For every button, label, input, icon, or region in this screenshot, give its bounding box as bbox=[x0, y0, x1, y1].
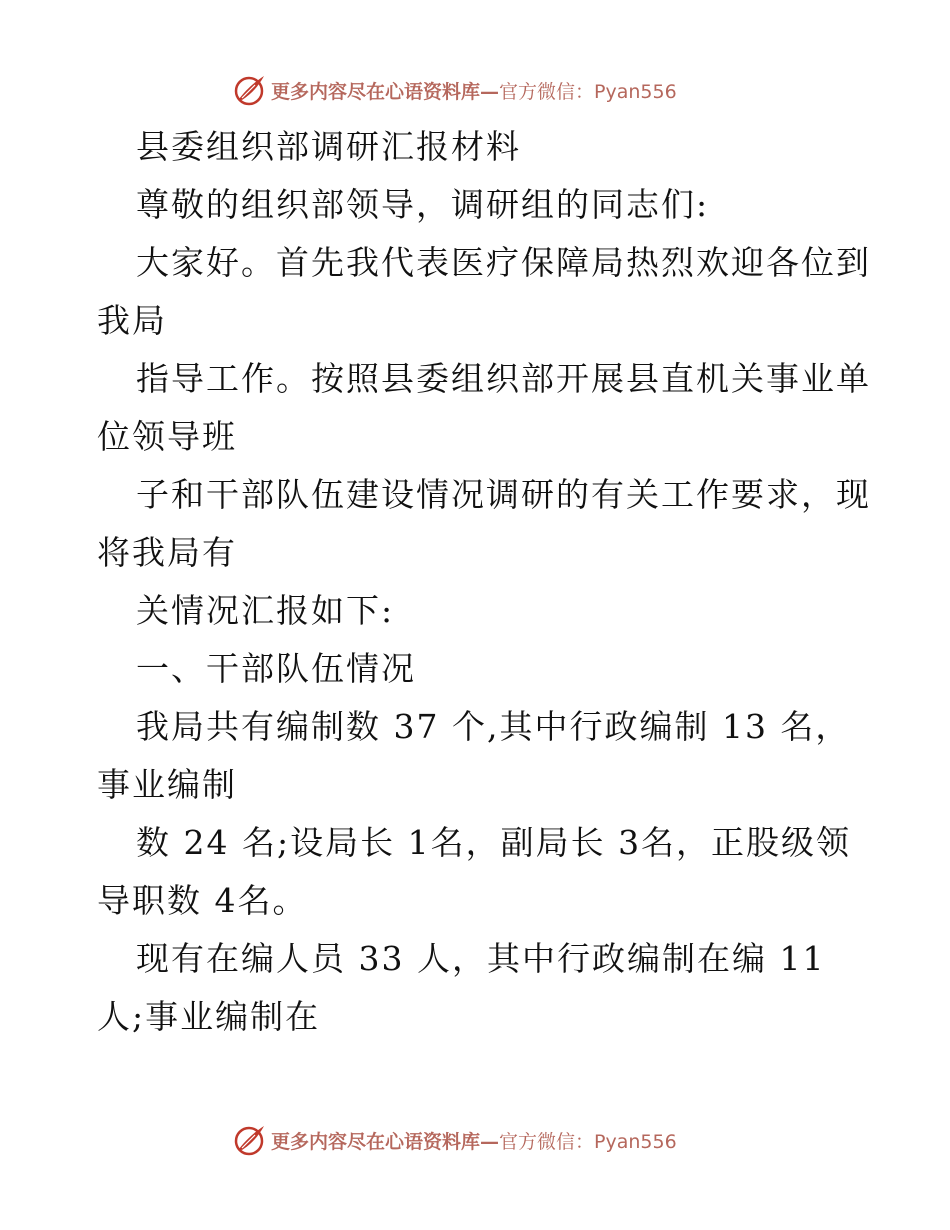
salutation: 尊敬的组织部领导，调研组的同志们: bbox=[136, 185, 710, 224]
watermark-text: 更多内容尽在心语资料库— bbox=[271, 1130, 500, 1153]
watermark-contact: 官方微信：Pyan556 bbox=[499, 1130, 677, 1153]
paragraph-line: 现有在编人员 33 人，其中行政编制在编 11 bbox=[136, 939, 826, 978]
paragraph-line: 子和干部队伍建设情况调研的有关工作要求，现 bbox=[136, 475, 871, 514]
document-body bbox=[97, 118, 871, 1046]
feather-pen-logo-icon bbox=[233, 1123, 267, 1157]
paragraph-line: 关情况汇报如下: bbox=[136, 591, 395, 630]
paragraph-line: 导职数 4名。 bbox=[97, 881, 308, 920]
paragraph-line: 位领导班 bbox=[97, 417, 237, 456]
paragraph-line: 人;事业编制在 bbox=[97, 997, 321, 1036]
section-heading: 一、干部队伍情况 bbox=[136, 649, 416, 688]
paragraph-line: 我局共有编制数 37 个,其中行政编制 13 名， bbox=[136, 707, 851, 746]
paragraph-line: 将我局有 bbox=[97, 533, 237, 572]
paragraph-line: 我局 bbox=[97, 301, 167, 340]
footer-watermark bbox=[233, 1122, 677, 1158]
paragraph-line: 指导工作。按照县委组织部开展县直机关事业单 bbox=[136, 359, 871, 398]
paragraph-line: 数 24 名;设局长 1名，副局长 3名，正股级领 bbox=[136, 823, 852, 862]
feather-pen-logo-icon bbox=[233, 73, 267, 107]
header-watermark bbox=[233, 72, 677, 108]
paragraph-line: 大家好。首先我代表医疗保障局热烈欢迎各位到 bbox=[136, 243, 871, 282]
watermark-contact: 官方微信：Pyan556 bbox=[499, 80, 677, 103]
paragraph-line: 事业编制 bbox=[97, 765, 237, 804]
watermark-text: 更多内容尽在心语资料库— bbox=[271, 80, 500, 103]
document-title: 县委组织部调研汇报材料 bbox=[136, 127, 521, 166]
